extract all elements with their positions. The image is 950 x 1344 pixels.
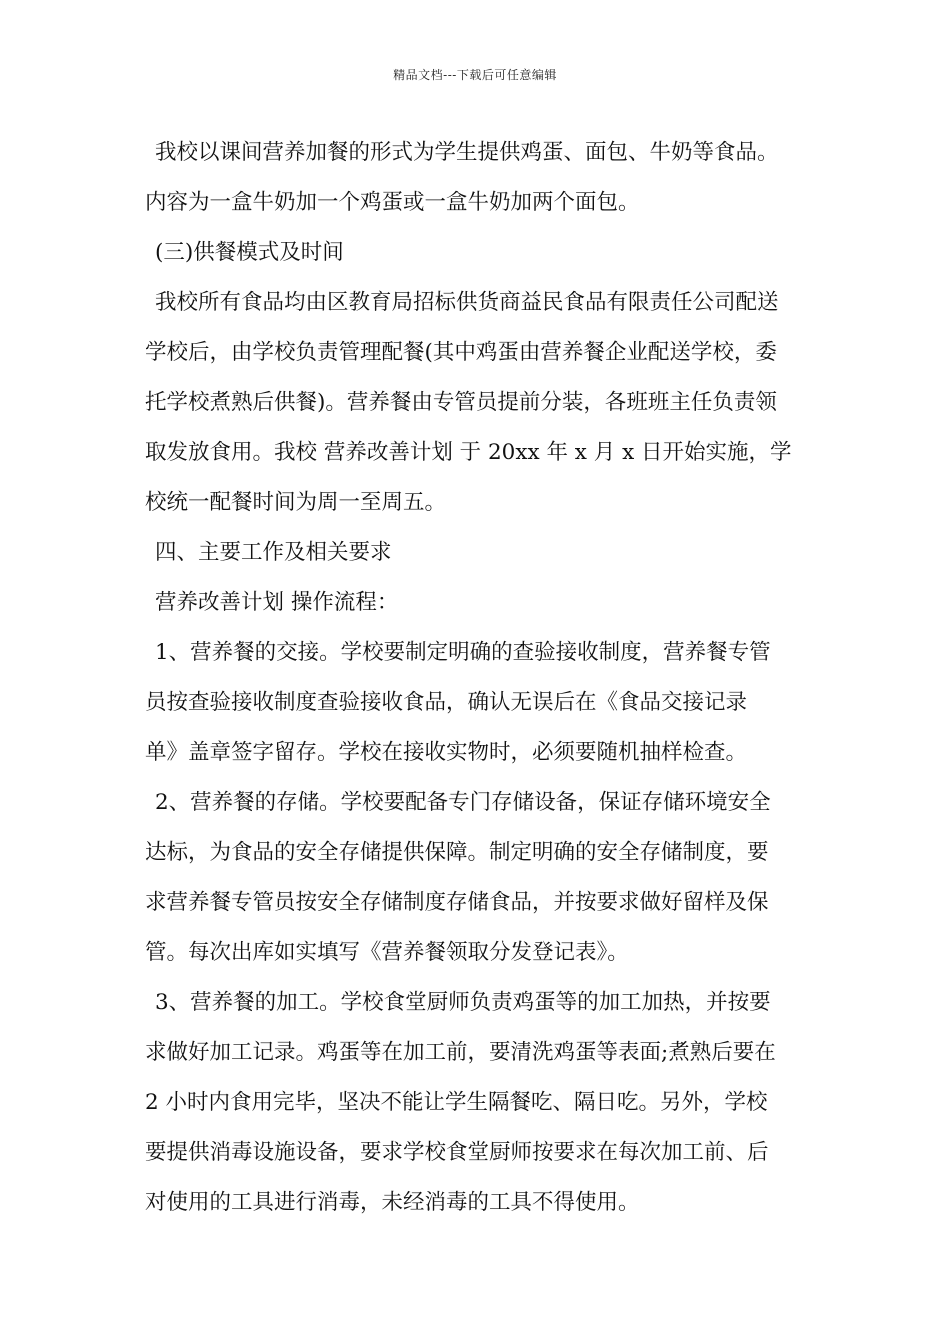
text-line: 达标，为食品的安全存储提供保障。制定明确的安全存储制度，要 — [145, 840, 769, 865]
document-body — [145, 128, 810, 1228]
text-line: 单》盖章签字留存。学校在接收实物时，必须要随机抽样检查。 — [145, 740, 748, 765]
text-line: 2、营养餐的存储。学校要配备专门存储设备，保证存储环境安全 — [155, 790, 771, 815]
text-line: 求营养餐专管员按安全存储制度存储食品，并按要求做好留样及保 — [145, 890, 769, 915]
page-header: 精品文档---下载后可任意编辑 — [393, 68, 557, 82]
text-line: 校统一配餐时间为周一至周五。 — [145, 490, 447, 515]
text-line: 营养改善计划 操作流程： — [155, 590, 399, 615]
text-line: 学校后，由学校负责管理配餐(其中鸡蛋由营养餐企业配送学校，委 — [145, 340, 777, 365]
text-line: 1、营养餐的交接。学校要制定明确的查验接收制度，营养餐专管 — [155, 640, 771, 665]
text-line: 托学校煮熟后供餐)。营养餐由专管员提前分装，各班班主任负责领 — [145, 390, 777, 415]
text-line: 我校所有食品均由区教育局招标供货商益民食品有限责任公司配送 — [155, 290, 779, 315]
text-line: 取发放食用。我校 营养改善计划 于 20xx 年 x 月 x 日开始实施，学 — [145, 440, 792, 465]
section-heading: 四、主要工作及相关要求 — [155, 540, 392, 565]
text-line: 管。每次出库如实填写《营养餐领取分发登记表》。 — [145, 940, 629, 965]
text-line: 2 小时内食用完毕，坚决不能让学生隔餐吃、隔日吃。另外，学校 — [145, 1090, 768, 1115]
text-line: 3、营养餐的加工。学校食堂厨师负责鸡蛋等的加工加热，并按要 — [155, 990, 771, 1015]
text-line: 内容为一盒牛奶加一个鸡蛋或一盒牛奶加两个面包。 — [145, 190, 640, 215]
text-line: 我校以课间营养加餐的形式为学生提供鸡蛋、面包、牛奶等食品。 — [155, 140, 779, 165]
text-line: 要提供消毒设施设备，要求学校食堂厨师按要求在每次加工前、后 — [145, 1140, 769, 1165]
text-line: (三)供餐模式及时间 — [155, 240, 344, 265]
text-line: 求做好加工记录。鸡蛋等在加工前，要清洗鸡蛋等表面;煮熟后要在 — [145, 1040, 776, 1065]
text-line: 员按查验接收制度查验接收食品，确认无误后在《食品交接记录 — [145, 690, 748, 715]
text-line: 对使用的工具进行消毒，未经消毒的工具不得使用。 — [145, 1190, 640, 1215]
